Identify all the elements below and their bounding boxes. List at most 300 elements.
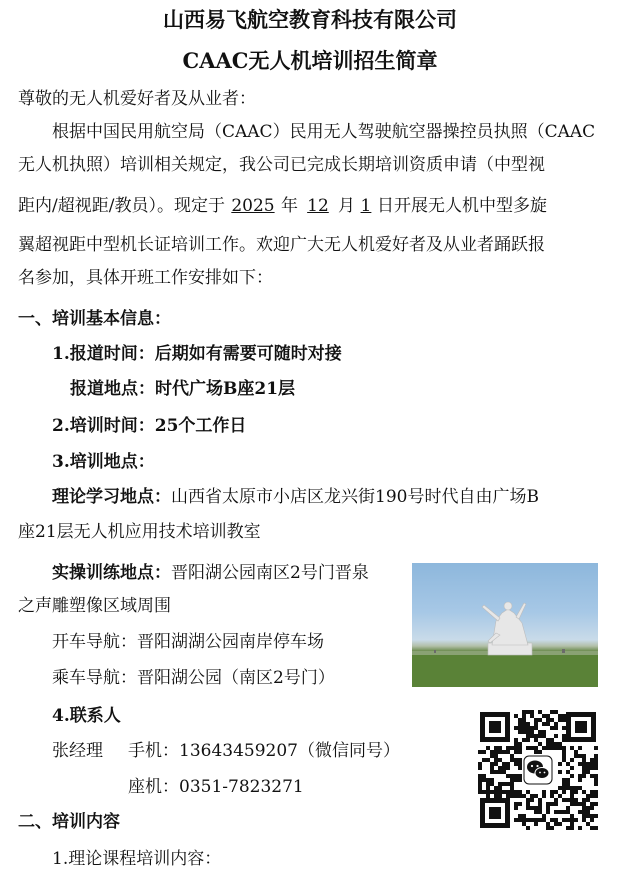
qr-module xyxy=(590,814,594,818)
qr-module xyxy=(594,766,598,770)
qr-module xyxy=(550,746,554,750)
training-site-photo xyxy=(412,563,598,687)
qr-module xyxy=(594,814,598,818)
contact-landline: 座机：0351-7823271 xyxy=(128,777,304,797)
qr-module xyxy=(506,774,510,778)
qr-module xyxy=(538,798,542,802)
qr-module xyxy=(586,806,590,810)
qr-module xyxy=(530,798,534,802)
qr-module xyxy=(582,774,586,778)
qr-module xyxy=(558,822,562,826)
qr-module xyxy=(570,814,574,818)
qr-module xyxy=(554,734,558,738)
start-day: 1 xyxy=(360,196,372,216)
qr-module xyxy=(530,710,534,714)
qr-module xyxy=(478,786,482,790)
qr-module xyxy=(546,742,550,746)
qr-module xyxy=(486,794,490,798)
qr-module xyxy=(502,762,506,766)
qr-module xyxy=(514,750,518,754)
qr-module xyxy=(546,810,550,814)
qr-module xyxy=(562,714,566,718)
qr-module xyxy=(542,794,546,798)
qr-module xyxy=(578,774,582,778)
qr-module xyxy=(530,734,534,738)
qr-module xyxy=(550,790,554,794)
qr-module xyxy=(570,818,574,822)
qr-module xyxy=(502,790,506,794)
qr-module xyxy=(546,746,550,750)
wechat-icon xyxy=(524,756,552,784)
qr-module xyxy=(498,782,502,786)
qr-module xyxy=(526,730,530,734)
theory-course-heading: 1.理论课程培训内容： xyxy=(52,849,222,869)
qr-module xyxy=(502,770,506,774)
qr-module xyxy=(570,802,574,806)
qr-module xyxy=(514,714,518,718)
qr-module xyxy=(594,794,598,798)
qr-module xyxy=(570,822,574,826)
qr-module xyxy=(518,818,522,822)
qr-module xyxy=(570,774,574,778)
qr-module xyxy=(550,710,554,714)
qr-module xyxy=(538,742,542,746)
qr-module xyxy=(518,722,522,726)
qr-module xyxy=(518,766,522,770)
page-title: CAAC无人机培训招生简章 xyxy=(182,48,438,73)
qr-module xyxy=(490,750,494,754)
qr-module xyxy=(558,810,562,814)
qr-module xyxy=(518,762,522,766)
qr-module xyxy=(550,742,554,746)
qr-module xyxy=(562,782,566,786)
qr-module xyxy=(498,750,502,754)
qr-module xyxy=(530,726,534,730)
qr-module xyxy=(586,794,590,798)
qr-module xyxy=(522,738,526,742)
qr-module xyxy=(546,722,550,726)
qr-module xyxy=(554,798,558,802)
qr-module xyxy=(514,790,518,794)
qr-module xyxy=(570,826,574,830)
qr-module xyxy=(574,790,578,794)
qr-module xyxy=(570,766,574,770)
qr-module xyxy=(594,774,598,778)
qr-module xyxy=(578,826,582,830)
qr-module xyxy=(590,790,594,794)
qr-module xyxy=(578,810,582,814)
qr-module xyxy=(494,758,498,762)
qr-module xyxy=(526,798,530,802)
wechat-qr-code xyxy=(478,710,598,830)
qr-module xyxy=(542,730,546,734)
qr-module xyxy=(582,798,586,802)
qr-module xyxy=(510,782,514,786)
qr-module xyxy=(554,726,558,730)
qr-module xyxy=(534,806,538,810)
qr-module xyxy=(550,718,554,722)
qr-module xyxy=(582,758,586,762)
qr-module xyxy=(566,782,570,786)
qr-module xyxy=(582,806,586,810)
qr-module xyxy=(482,790,486,794)
qr-module xyxy=(526,790,530,794)
report-location: 报道地点：时代广场B座21层 xyxy=(70,379,296,399)
sculpture-image xyxy=(412,563,598,687)
qr-module xyxy=(578,802,582,806)
qr-module xyxy=(494,794,498,798)
qr-module xyxy=(490,770,494,774)
qr-module xyxy=(506,746,510,750)
qr-module xyxy=(554,742,558,746)
qr-module xyxy=(490,782,494,786)
theory-location-line-2: 座21层无人机应用技术培训教室 xyxy=(18,522,261,542)
qr-module xyxy=(586,762,590,766)
qr-module xyxy=(522,794,526,798)
qr-module xyxy=(562,750,566,754)
qr-module xyxy=(486,790,490,794)
practice-location xyxy=(52,563,369,583)
qr-module xyxy=(542,722,546,726)
intro-line-3-pre: 距内/超视距/教员）。现定于 xyxy=(18,196,225,216)
qr-module xyxy=(534,738,538,742)
qr-module xyxy=(594,754,598,758)
qr-module xyxy=(590,806,594,810)
qr-module xyxy=(562,790,566,794)
qr-module xyxy=(522,822,526,826)
qr-module xyxy=(562,726,566,730)
qr-module xyxy=(494,750,498,754)
qr-module xyxy=(482,750,486,754)
qr-module xyxy=(498,790,502,794)
qr-module xyxy=(534,818,538,822)
section-2-heading: 二、培训内容 xyxy=(18,812,120,832)
qr-module xyxy=(498,770,502,774)
qr-module xyxy=(558,718,562,722)
qr-module xyxy=(514,794,518,798)
qr-module xyxy=(510,746,514,750)
intro-line-3-post: 日开展无人机中型多旋 xyxy=(376,196,547,216)
qr-module xyxy=(574,818,578,822)
start-year: 2025 xyxy=(231,196,275,216)
qr-module xyxy=(534,794,538,798)
qr-module xyxy=(566,786,570,790)
qr-module xyxy=(594,782,598,786)
qr-module xyxy=(550,818,554,822)
qr-module xyxy=(490,790,494,794)
qr-module xyxy=(590,766,594,770)
qr-module xyxy=(514,802,518,806)
qr-module xyxy=(538,802,542,806)
qr-module xyxy=(558,786,562,790)
start-month: 12 xyxy=(307,196,329,216)
qr-module xyxy=(566,770,570,774)
qr-module xyxy=(562,818,566,822)
qr-module xyxy=(526,710,530,714)
qr-module xyxy=(546,714,550,718)
qr-module xyxy=(510,758,514,762)
qr-module xyxy=(514,778,518,782)
qr-module xyxy=(590,802,594,806)
qr-module xyxy=(586,814,590,818)
qr-module xyxy=(510,774,514,778)
qr-module xyxy=(494,790,498,794)
qr-module xyxy=(518,742,522,746)
qr-module xyxy=(546,718,550,722)
qr-module xyxy=(582,770,586,774)
qr-module xyxy=(518,730,522,734)
qr-module xyxy=(534,822,538,826)
qr-module xyxy=(554,822,558,826)
theory-location-text: 山西省太原市小店区龙兴街190号时代自由广场B xyxy=(171,487,539,507)
qr-module xyxy=(502,766,506,770)
qr-module xyxy=(518,790,522,794)
qr-module xyxy=(538,750,542,754)
qr-module xyxy=(534,750,538,754)
qr-module xyxy=(562,738,566,742)
qr-module xyxy=(522,818,526,822)
qr-module xyxy=(494,762,498,766)
qr-module xyxy=(538,806,542,810)
qr-module xyxy=(574,802,578,806)
qr-module xyxy=(550,726,554,730)
qr-module xyxy=(574,754,578,758)
qr-module xyxy=(586,798,590,802)
qr-module xyxy=(566,806,570,810)
qr-module xyxy=(582,802,586,806)
qr-module xyxy=(490,778,494,782)
qr-module xyxy=(518,778,522,782)
qr-module xyxy=(506,794,510,798)
qr-module xyxy=(562,734,566,738)
transit-navigation: 乘车导航：晋阳湖公园（南区2号门） xyxy=(52,668,335,688)
qr-module xyxy=(498,794,502,798)
qr-module xyxy=(582,790,586,794)
qr-module xyxy=(590,818,594,822)
qr-module xyxy=(518,774,522,778)
qr-module xyxy=(510,794,514,798)
intro-line-2: 无人机执照）培训相关规定，我公司已完成长期培训资质申请（中型视 xyxy=(18,155,545,175)
qr-module xyxy=(498,746,502,750)
qr-module xyxy=(590,758,594,762)
qr-module xyxy=(490,766,494,770)
qr-module xyxy=(554,746,558,750)
qr-module xyxy=(510,754,514,758)
qr-module xyxy=(546,822,550,826)
qr-module xyxy=(478,766,482,770)
qr-module xyxy=(578,786,582,790)
qr-module xyxy=(566,810,570,814)
intro-line-1: 根据中国民用航空局（CAAC）民用无人驾驶航空器操控员执照（CAAC xyxy=(52,122,596,142)
qr-module xyxy=(554,710,558,714)
qr-module xyxy=(514,742,518,746)
qr-module xyxy=(530,746,534,750)
qr-module xyxy=(582,766,586,770)
qr-module xyxy=(490,762,494,766)
qr-module xyxy=(534,726,538,730)
qr-module xyxy=(498,766,502,770)
qr-module xyxy=(518,794,522,798)
qr-module xyxy=(522,718,526,722)
qr-module xyxy=(530,806,534,810)
qr-module xyxy=(502,782,506,786)
qr-module xyxy=(538,734,542,738)
qr-module xyxy=(586,770,590,774)
qr-module xyxy=(486,782,490,786)
qr-module xyxy=(562,786,566,790)
qr-module xyxy=(518,718,522,722)
contact-mobile: 手机：13643459207（微信同号） xyxy=(128,741,400,761)
qr-module xyxy=(562,810,566,814)
qr-module xyxy=(538,710,542,714)
qr-module xyxy=(538,810,542,814)
qr-module xyxy=(594,746,598,750)
qr-module xyxy=(582,814,586,818)
qr-module xyxy=(518,758,522,762)
qr-module xyxy=(590,826,594,830)
qr-module xyxy=(566,826,570,830)
qr-module xyxy=(514,758,518,762)
qr-module xyxy=(562,746,566,750)
qr-module xyxy=(498,758,502,762)
qr-module xyxy=(534,734,538,738)
qr-module xyxy=(494,746,498,750)
qr-module xyxy=(486,758,490,762)
qr-module xyxy=(558,742,562,746)
qr-module xyxy=(514,738,518,742)
qr-module xyxy=(586,822,590,826)
qr-module xyxy=(486,746,490,750)
qr-module xyxy=(494,770,498,774)
qr-module xyxy=(490,754,494,758)
qr-module xyxy=(518,726,522,730)
section-1-heading: 一、培训基本信息： xyxy=(18,309,171,329)
qr-module xyxy=(554,818,558,822)
company-name: 山西易飞航空教育科技有限公司 xyxy=(163,7,457,32)
qr-module xyxy=(570,798,574,802)
qr-module xyxy=(534,746,538,750)
qr-module xyxy=(582,818,586,822)
qr-module xyxy=(594,762,598,766)
qr-module xyxy=(594,802,598,806)
qr-module xyxy=(514,726,518,730)
qr-module xyxy=(554,722,558,726)
qr-module xyxy=(526,738,530,742)
qr-module xyxy=(590,794,594,798)
qr-module xyxy=(494,754,498,758)
qr-module xyxy=(562,758,566,762)
qr-module xyxy=(566,818,570,822)
qr-module xyxy=(530,794,534,798)
qr-module xyxy=(534,718,538,722)
qr-module xyxy=(546,802,550,806)
qr-module xyxy=(522,714,526,718)
qr-module xyxy=(510,778,514,782)
qr-module xyxy=(538,718,542,722)
qr-module xyxy=(566,762,570,766)
practice-location-label: 实操训练地点： xyxy=(52,563,171,583)
qr-module xyxy=(530,818,534,822)
qr-module xyxy=(506,782,510,786)
qr-module xyxy=(514,806,518,810)
qr-module xyxy=(518,750,522,754)
qr-module xyxy=(494,786,498,790)
qr-module xyxy=(546,738,550,742)
qr-module xyxy=(542,814,546,818)
qr-module xyxy=(526,826,530,830)
qr-module xyxy=(562,718,566,722)
qr-module xyxy=(506,750,510,754)
qr-module xyxy=(542,714,546,718)
intro-line-3 xyxy=(18,196,547,216)
qr-module xyxy=(558,714,562,718)
qr-module xyxy=(478,790,482,794)
qr-module xyxy=(486,786,490,790)
qr-module xyxy=(562,798,566,802)
qr-module xyxy=(582,810,586,814)
qr-module xyxy=(478,782,482,786)
qr-module xyxy=(594,778,598,782)
qr-module xyxy=(526,746,530,750)
qr-module xyxy=(510,790,514,794)
qr-module xyxy=(562,754,566,758)
qr-module xyxy=(530,730,534,734)
qr-module xyxy=(570,790,574,794)
qr-module xyxy=(574,786,578,790)
qr-module xyxy=(550,802,554,806)
qr-module xyxy=(522,710,526,714)
qr-module xyxy=(498,786,502,790)
qr-module xyxy=(558,794,562,798)
practice-location-text: 晋阳湖公园南区2号门晋泉 xyxy=(171,563,369,583)
qr-module xyxy=(514,762,518,766)
qr-module xyxy=(594,790,598,794)
qr-module xyxy=(554,810,558,814)
qr-module xyxy=(482,758,486,762)
qr-module xyxy=(558,746,562,750)
qr-module xyxy=(578,762,582,766)
report-time: 1.报道时间：后期如有需要可随时对接 xyxy=(52,344,342,364)
qr-module xyxy=(578,754,582,758)
qr-code-image xyxy=(478,710,598,830)
qr-module xyxy=(482,774,486,778)
qr-module xyxy=(558,762,562,766)
qr-module xyxy=(518,802,522,806)
qr-module xyxy=(558,770,562,774)
month-unit: 月 xyxy=(337,196,355,216)
qr-module xyxy=(562,778,566,782)
qr-module xyxy=(526,806,530,810)
qr-module xyxy=(578,746,582,750)
qr-module xyxy=(526,726,530,730)
qr-module xyxy=(506,766,510,770)
qr-module xyxy=(542,790,546,794)
greeting: 尊敬的无人机爱好者及从业者： xyxy=(18,89,256,109)
qr-module xyxy=(482,778,486,782)
qr-module xyxy=(554,790,558,794)
qr-module xyxy=(518,746,522,750)
qr-module xyxy=(578,778,582,782)
qr-module xyxy=(478,778,482,782)
qr-module xyxy=(570,758,574,762)
qr-module xyxy=(478,750,482,754)
contact-name: 张经理 xyxy=(52,741,103,761)
qr-module xyxy=(570,746,574,750)
qr-module xyxy=(570,786,574,790)
qr-module xyxy=(526,802,530,806)
qr-module xyxy=(514,774,518,778)
qr-module xyxy=(542,734,546,738)
